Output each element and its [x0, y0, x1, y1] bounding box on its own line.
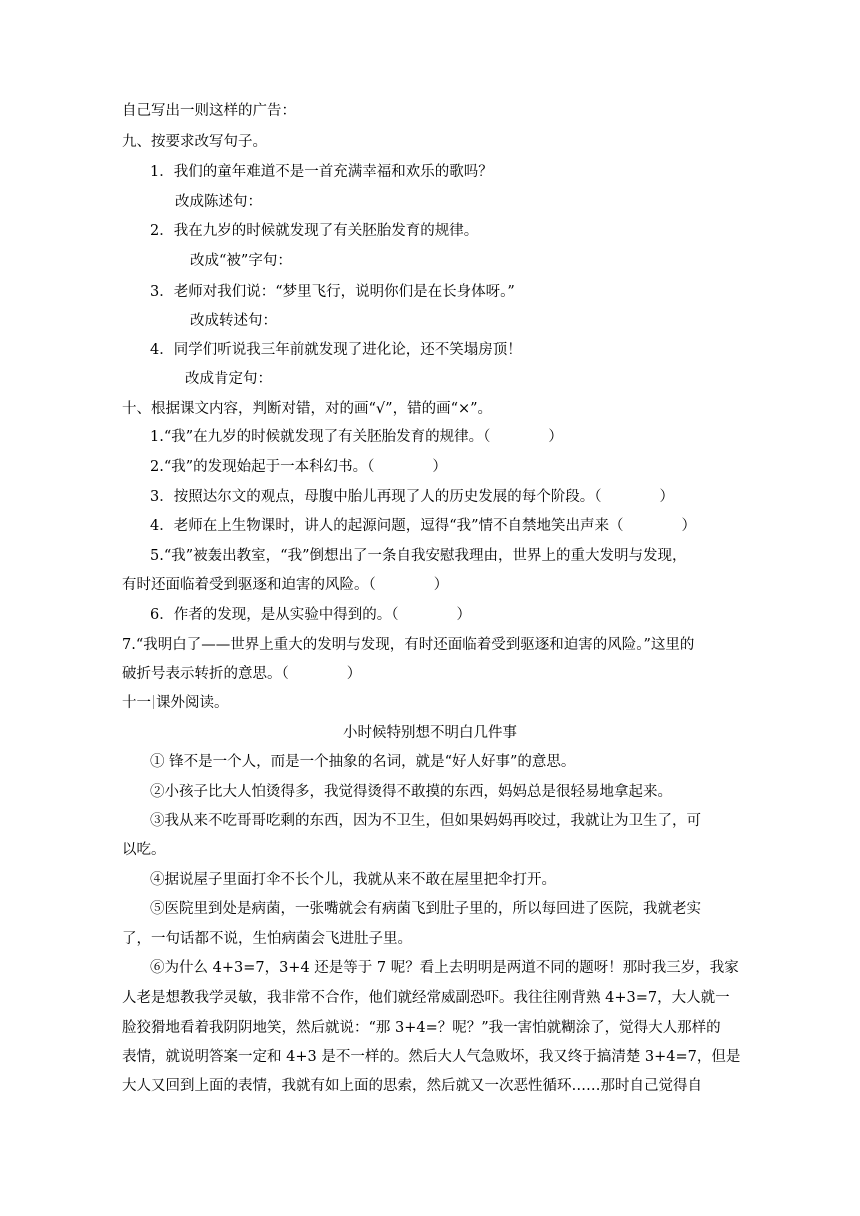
passage-paragraph-continued: 以吃。	[122, 842, 166, 858]
passage-paragraph-continued: 了，一句话都不说，生怕病菌会飞进肚子里。	[122, 931, 412, 947]
question-line: 2．我在九岁的时候就发现了有关胚胎发育的规律。	[150, 223, 479, 239]
instruction-line: 改成“被”字句：	[190, 253, 292, 269]
text-line: 自己写出一则这样的广告：	[122, 103, 296, 119]
judgement-item: 3．按照达尔文的观点，母腹中胎儿再现了人的历史发展的每个阶段。（ ）	[150, 489, 674, 505]
passage-paragraph: ④据说屋子里面打伞不长个儿，我就从来不敢在屋里把伞打开。	[150, 872, 556, 888]
section-title: 课外阅读。	[156, 695, 229, 711]
judgement-item: 7.“我明白了——世界上重大的发明与发现，有时还面临着受到驱逐和迫害的风险。”这里的	[122, 637, 695, 653]
question-line: 4．同学们听说我三年前就发现了进化论，还不笑塌房顶！	[150, 342, 522, 358]
judgement-item: 6．作者的发现，是从实验中得到的。（ ）	[150, 607, 471, 623]
passage-paragraph: ③我从来不吃哥哥吃剩的东西，因为不卫生，但如果妈妈再咬过，我就让为卫生了，可	[150, 813, 701, 829]
judgement-item: 4．老师在上生物课时，讲人的起源问题，逗得“我”情不自禁地笑出声来（ ）	[150, 518, 697, 534]
passage-paragraph: ① 锋不是一个人，而是一个抽象的名词，就是“好人好事”的意思。	[150, 754, 576, 770]
question-line: 1．我们的童年难道不是一首充满幸福和欢乐的歌吗？	[150, 164, 493, 180]
passage-paragraph-continued: 脸狡猾地看着我阴阴地笑，然后就说：“那 3+4=？呢？”我一害怕就糊涂了，觉得大人那样的	[122, 1020, 721, 1036]
section-heading-10: 十、根据课文内容，判断对错，对的画“√”，错的画“×”。	[122, 401, 493, 417]
cursor-divider	[153, 695, 154, 709]
judgement-item: 5.“我”被轰出教室，“我”倒想出了一条自我安慰我理由，世界上的重大发明与发现，	[150, 548, 687, 564]
section-heading-9: 九、按要求改写句子。	[122, 134, 267, 150]
passage-title: 小时候特别想不明白几件事	[343, 725, 517, 741]
instruction-line: 改成转述句：	[190, 313, 277, 329]
passage-paragraph-continued: 大人又回到上面的表情，我就有如上面的思索，然后就又一次恶性循环……那时自己觉得自	[122, 1078, 702, 1094]
passage-paragraph: ②小孩子比大人怕烫得多，我觉得烫得不敢摸的东西，妈妈总是很轻易地拿起来。	[150, 784, 672, 800]
section-heading-11	[122, 693, 229, 713]
passage-paragraph-continued: 表情，就说明答案一定和 4+3 是不一样的。然后大人气急败坏，我又终于搞清楚 3+4=7，但是	[122, 1049, 741, 1065]
judgement-item: 1.“我”在九岁的时候就发现了有关胚胎发育的规律。（ ）	[150, 429, 563, 445]
instruction-line: 改成陈述句：	[175, 194, 262, 210]
judgement-item-continued: 破折号表示转折的意思。（ ）	[122, 666, 362, 682]
passage-paragraph: ⑥为什么 4+3=7，3+4 还是等于 7 呢？看上去明明是两道不同的题呀！那时我三岁，我家	[150, 960, 739, 976]
section-number: 十一	[122, 695, 151, 711]
passage-paragraph-continued: 人老是想教我学灵敏，我非常不合作，他们就经常威副恐吓。我往往刚背熟 4+3=7，大人就一	[122, 990, 730, 1006]
judgement-item-continued: 有时还面临着受到驱逐和迫害的风险。（ ）	[122, 577, 449, 593]
judgement-item: 2.“我”的发现始起于一本科幻书。（ ）	[150, 459, 447, 475]
passage-paragraph: ⑤医院里到处是病菌，一张嘴就会有病菌飞到肚子里的，所以每回进了医院，我就老实	[150, 901, 701, 917]
question-line: 3．老师对我们说：“梦里飞行，说明你们是在长身体呀。”	[150, 284, 515, 300]
instruction-line: 改成肯定句：	[185, 371, 272, 387]
